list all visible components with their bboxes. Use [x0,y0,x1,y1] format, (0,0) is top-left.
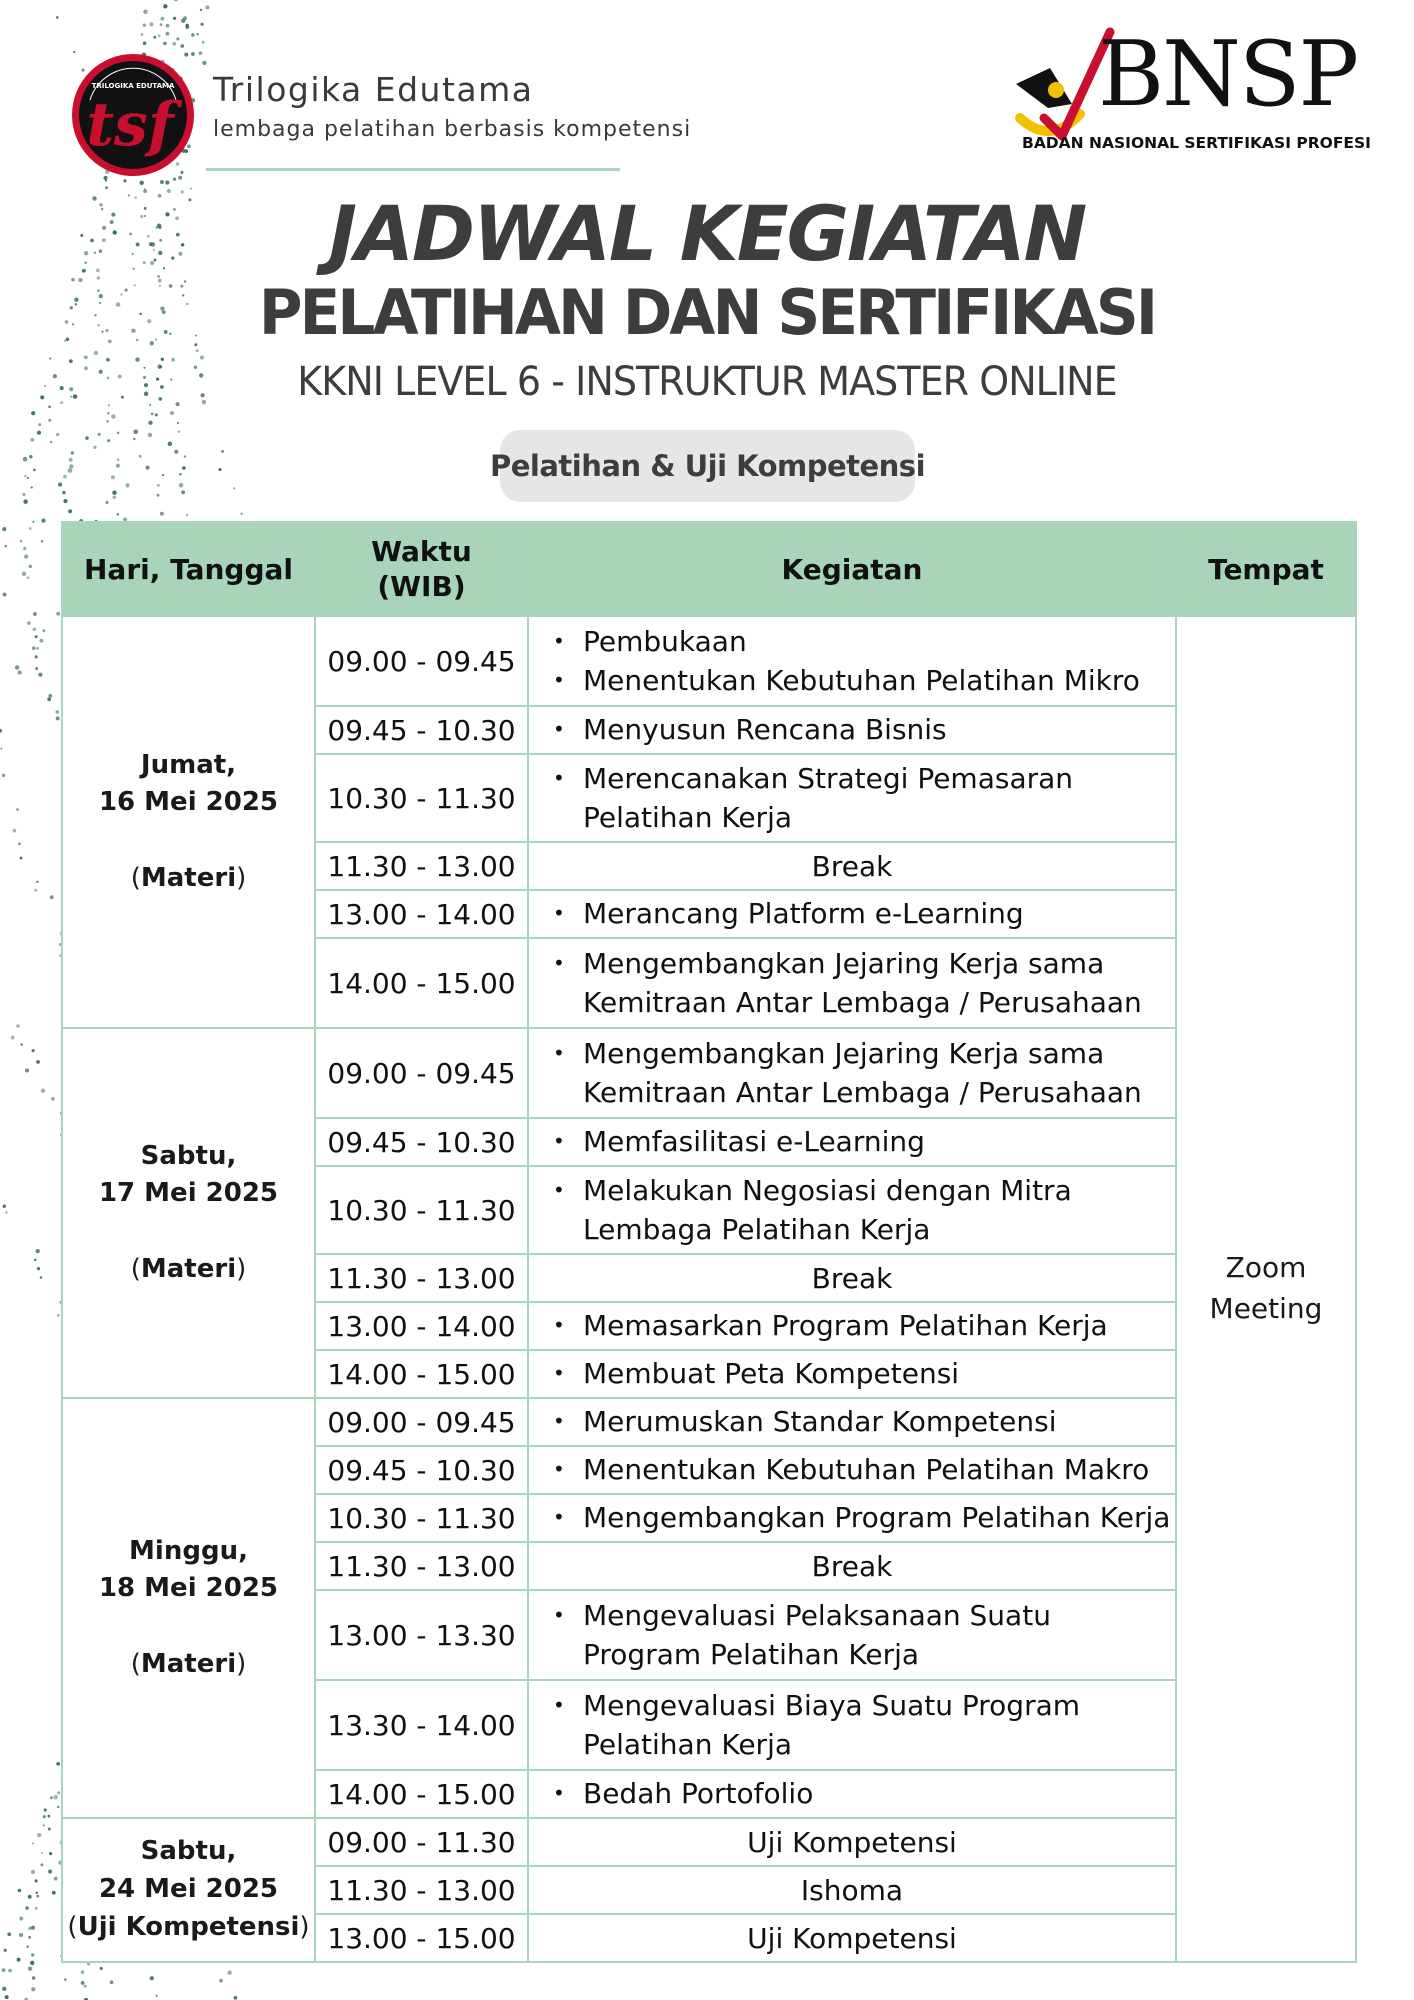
activity-list [553,1354,1173,1393]
header-activity: Kegiatan [528,522,1176,616]
time-cell: 11.30 - 13.00 [315,1254,528,1302]
time-cell: 13.30 - 14.00 [315,1680,528,1770]
time-cell: 14.00 - 15.00 [315,1350,528,1398]
activity-item: • Merencanakan Strategi Pemasaran Pelatihan Kerja [553,759,1173,837]
activity-list [553,1596,1173,1674]
activity-list [553,710,1173,749]
brand-block [213,70,691,142]
activity-cell [528,1302,1176,1350]
day-type: Materi [140,862,237,893]
table-row [62,1028,1356,1118]
activity-cell [528,1028,1176,1118]
bnsp-wordmark: BNSP [1098,22,1358,127]
time-cell: 11.30 - 13.00 [315,842,528,890]
activity-cell [528,706,1176,754]
org-tagline: lembaga pelatihan berbasis kompetensi [213,117,692,142]
activity-list [553,1122,1173,1161]
time-cell: 11.30 - 13.00 [315,1866,528,1914]
place-line-2: Meeting [1209,1292,1323,1325]
activity-cell [528,1590,1176,1680]
activity-cell [528,1770,1176,1818]
activity-cell [528,1350,1176,1398]
day-cell: Sabtu, 17 Mei 2025 (Materi) [62,1028,315,1398]
activity-item: • Mengembangkan Program Pelatihan Kerja [553,1498,1173,1537]
activity-cell: Break [528,842,1176,890]
header-day: Hari, Tanggal [62,522,315,616]
day-date: 18 Mei 2025 [98,1573,279,1604]
activity-list [553,1034,1173,1112]
activity-cell [528,938,1176,1028]
activity-cell: Break [528,1542,1176,1590]
activity-item: • Mengevaluasi Pelaksanaan Suatu Program Pelatihan Kerja [553,1596,1173,1674]
title-line-1: JADWAL KEGIATAN [328,189,1086,278]
program-badge: Pelatihan & Uji Kompetensi [500,430,915,502]
header-place: Tempat [1176,522,1356,616]
time-cell: 09.00 - 11.30 [315,1818,528,1866]
time-cell: 10.30 - 11.30 [315,1494,528,1542]
table-row [62,616,1356,706]
header-time-label: Waktu [371,535,472,568]
day-name: Sabtu, [140,1836,237,1867]
activity-item: • Menentukan Kebutuhan Pelatihan Mikro [553,661,1173,700]
activity-item: • Membuat Peta Kompetensi [553,1354,1173,1393]
activity-list [553,944,1173,1022]
day-name: Jumat, [140,749,237,780]
day-type: Materi [140,1648,237,1679]
time-cell: 11.30 - 13.00 [315,1542,528,1590]
activity-list [553,1498,1173,1537]
table-row [62,1398,1356,1446]
activity-list [553,1402,1173,1441]
activity-cell: Ishoma [528,1866,1176,1914]
day-cell: Sabtu, 24 Mei 2025 (Uji Kompetensi) [62,1818,315,1962]
time-cell: 14.00 - 15.00 [315,938,528,1028]
time-cell: 09.00 - 09.45 [315,1398,528,1446]
activity-cell [528,1166,1176,1254]
activity-item: • Melakukan Negosiasi dengan Mitra Lembaga Pelatihan Kerja [553,1171,1173,1249]
activity-cell: Break [528,1254,1176,1302]
brand-underline [206,168,620,171]
activity-cell [528,616,1176,706]
activity-cell [528,1446,1176,1494]
day-date: 16 Mei 2025 [98,787,279,818]
activity-item: • Mengembangkan Jejaring Kerja sama Kemitraan Antar Lembaga / Perusahaan [553,1034,1173,1112]
header-time [315,522,528,616]
header-time-zone: (WIB) [377,570,466,603]
schedule-body [62,616,1356,1962]
day-date: 24 Mei 2025 [98,1874,279,1905]
activity-list [553,1450,1173,1489]
logo-caption: TRILOGIKA EDUTAMA [91,82,175,90]
activity-list [553,1306,1173,1345]
activity-list [553,1171,1173,1249]
time-cell: 09.00 - 09.45 [315,1028,528,1118]
place-cell [1176,616,1356,1962]
activity-item: • Bedah Portofolio [553,1774,1173,1813]
activity-list [553,759,1173,837]
time-cell: 13.00 - 14.00 [315,890,528,938]
activity-cell [528,1398,1176,1446]
time-cell: 13.00 - 14.00 [315,1302,528,1350]
activity-list [553,1774,1173,1813]
activity-cell [528,1118,1176,1166]
day-name: Sabtu, [140,1140,237,1171]
activity-item: • Merumuskan Standar Kompetensi [553,1402,1173,1441]
day-name: Minggu, [129,1535,248,1566]
time-cell: 09.45 - 10.30 [315,1446,528,1494]
activity-cell [528,890,1176,938]
activity-cell [528,754,1176,842]
activity-item: • Pembukaan [553,622,1173,661]
activity-cell: Uji Kompetensi [528,1818,1176,1866]
time-cell: 10.30 - 11.30 [315,1166,528,1254]
activity-list [553,894,1173,933]
time-cell: 13.00 - 13.30 [315,1590,528,1680]
activity-item: • Memfasilitasi e-Learning [553,1122,1173,1161]
day-type: Materi [140,1253,237,1284]
day-type: Uji Kompetensi [77,1911,300,1942]
schedule-table [61,521,1357,1963]
activity-item: • Mengevaluasi Biaya Suatu Program Pelatihan Kerja [553,1686,1173,1764]
trilogika-logo [70,52,196,178]
logo-mark: tsf [86,90,174,160]
bnsp-fullname: BADAN NASIONAL SERTIFIKASI PROFESI [1022,134,1371,152]
activity-cell: Uji Kompetensi [528,1914,1176,1962]
place-line-1: Zoom [1225,1251,1307,1285]
activity-list [553,622,1173,700]
time-cell: 10.30 - 11.30 [315,754,528,842]
activity-cell [528,1680,1176,1770]
activity-item: • Menyusun Rencana Bisnis [553,710,1173,749]
day-cell: Minggu, 18 Mei 2025 (Materi) [62,1398,315,1818]
time-cell: 14.00 - 15.00 [315,1770,528,1818]
time-cell: 13.00 - 15.00 [315,1914,528,1962]
day-date: 17 Mei 2025 [98,1178,279,1209]
activity-item: • Mengembangkan Jejaring Kerja sama Kemitraan Antar Lembaga / Perusahaan [553,944,1173,1022]
time-cell: 09.45 - 10.30 [315,1118,528,1166]
activity-cell [528,1494,1176,1542]
title-line-3: KKNI LEVEL 6 - INSTRUKTUR MASTER ONLINE [297,359,1117,405]
activity-item: • Memasarkan Program Pelatihan Kerja [553,1306,1173,1345]
table-row [62,1818,1356,1866]
activity-item: • Merancang Platform e-Learning [553,894,1173,933]
table-header-row [62,522,1356,616]
org-name: Trilogika Edutama [213,70,534,109]
activity-item: • Menentukan Kebutuhan Pelatihan Makro [553,1450,1173,1489]
day-cell: Jumat, 16 Mei 2025 (Materi) [62,616,315,1028]
time-cell: 09.00 - 09.45 [315,616,528,706]
title-line-2: PELATIHAN DAN SERTIFIKASI [258,276,1156,349]
time-cell: 09.45 - 10.30 [315,706,528,754]
activity-list [553,1686,1173,1764]
